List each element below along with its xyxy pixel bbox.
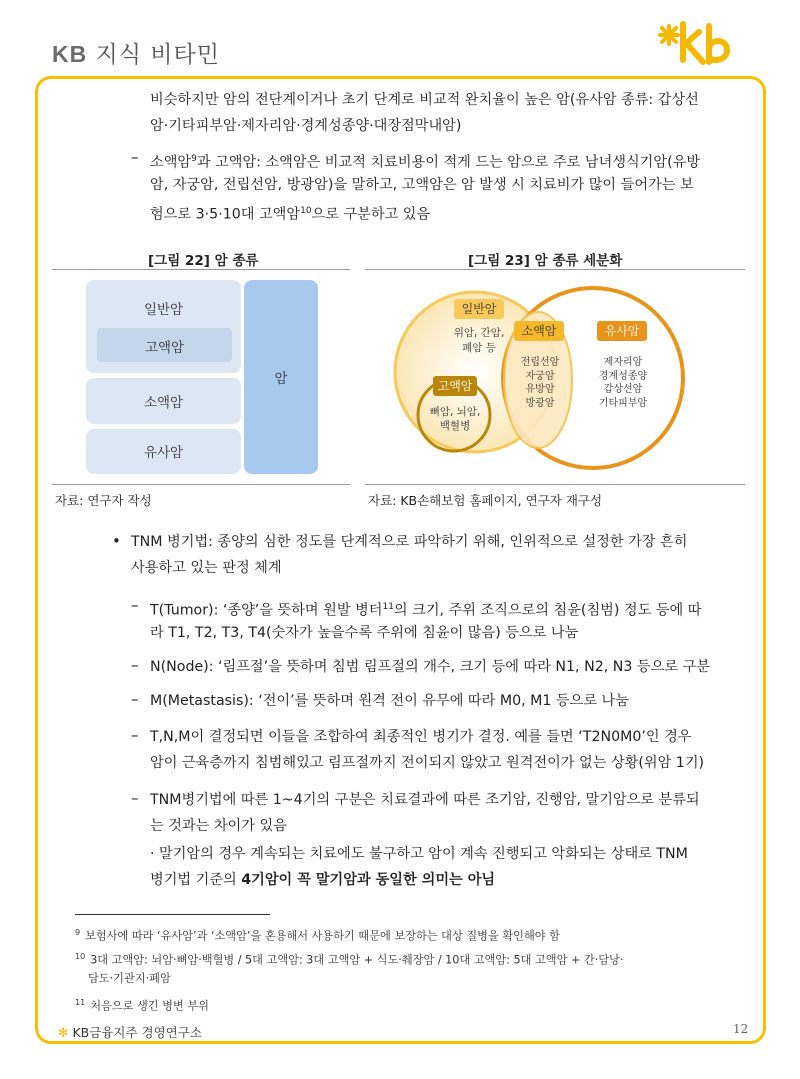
fig23-small-items [508,356,572,410]
item: 자궁암 [525,370,555,382]
text-span: T(Tumor): ‘종양’을 뜻하며 원발 병터 [150,602,383,619]
dash-bullet: – [131,789,139,807]
dash-bullet: – [131,726,139,744]
dash-bullet: – [131,690,139,708]
item: 갑상선암 [603,384,643,395]
fn-text: 처음으로 생긴 병변 부위 [90,999,209,1013]
item: 경계성종양 [598,370,648,382]
text-span: 과 고액암: 소액암은 비교적 치료비용이 적게 드는 암으로 주로 남녀생식기암(유방 [196,154,701,171]
fig22-cancer-label: 암 [274,371,288,387]
stage-line1: TNM병기법에 따른 1~4기의 구분은 치료결과에 따른 조기암, 진행암, 말기암으로 분류되 [150,792,700,808]
item: 전립선암 [520,357,560,368]
header-brand: KB [52,41,88,67]
item: 폐암 등 [462,342,496,354]
fig22-title: [그림 22] 암 종류 [148,253,259,269]
text-span: 의 크기, 주위 조직으로의 침윤(침범) 정도 등에 따 [393,602,702,619]
fn-text: 보험사에 따라 ‘유사암’과 ‘소액암’을 혼용해서 사용하기 때문에 보장하는 대상 질병을 확인해야 함 [85,929,560,943]
footnote-ref-10: 10 [300,206,312,216]
fig22-similar-label: 유사암 [143,445,184,461]
footnote-9 [75,922,560,948]
t-line2: 라 T1, T2, T3, T4(숫자가 높을수록 주위에 침윤이 많음) 등으로 나눔 [150,625,579,641]
dash-bullet: – [131,656,139,674]
note-line1: · 말기암의 경우 계속되는 치료에도 불구하고 암이 계속 진행되고 악화되는 상태로 TNM [150,846,688,862]
header-title [52,36,220,69]
fig22-small-label: 소액암 [143,395,184,411]
footer-org [58,1023,202,1041]
small-high-line3 [150,198,430,228]
fig23-general-label: 일반암 [461,302,497,316]
item: 백혈병 [439,420,471,432]
fig22-source: 자료: 연구자 작성 [55,493,152,508]
footnote-10-cont: 담도·기관지·폐암 [88,972,171,985]
fn-num: 11 [75,998,86,1007]
page-number: 12 [733,1022,749,1036]
item: 제자리암 [603,357,643,368]
fig22-high-label: 고액암 [144,340,185,356]
fig23-source: 자료: KB손해보험 홈페이지, 연구자 재구성 [368,493,603,508]
fn-num: 10 [75,952,86,961]
footnote-rule [75,914,270,915]
fn-num: 9 [75,928,81,937]
fig22-general-label: 일반암 [143,302,184,318]
note-line2 [150,867,495,893]
kb-star-small-icon: ✻ [58,1025,69,1040]
text-span: 병기법 기준의 [150,872,242,888]
item: 유방암 [525,384,555,395]
text-span: 험으로 3·5·10대 고액암 [150,206,301,223]
fig23-title: [그림 23] 암 종류 세분화 [468,253,623,269]
fn-text: 3대 고액암: 뇌암·뼈암·백혈병 / 5대 고액암: 3대 고액암 + 식도·췌장암 / 10대 고액암: 5대 고액암 + 간·담낭· [90,953,624,967]
footnote-ref-11: 11 [382,602,394,612]
fig23-small-label: 소액암 [521,324,557,338]
m-line: M(Metastasis): ‘전이’를 뜻하며 원격 전이 유무에 따라 M0, M1 등으로 나눔 [150,693,629,709]
footnote-ref-9: 9 [191,154,197,164]
small-high-line2: 암, 자궁암, 전립선암, 방광암)을 말하고, 고액암은 암 발생 시 치료비가 많이 들어가는 보 [150,177,694,193]
tnm-line2: 사용하고 있는 판정 체계 [131,560,282,576]
fig23-high-items [423,405,487,433]
item: 방광암 [525,397,555,409]
intro-line1: 비슷하지만 암의 전단계이거나 초기 단계로 비교적 완치율이 높은 암(유사암 종류: 갑상선 [150,92,699,108]
tnm-combo-line1: T,N,M이 결정되면 이들을 조합하여 최종적인 병기가 결정. 예를 들면 ‘T2N0M0’인 경우 [150,729,692,745]
stage-line2: 는 것과는 차이가 있음 [150,818,287,834]
intro-line2: 암·기타피부암·제자리암·경계성종양·대장점막내암) [150,118,462,134]
n-line: N(Node): ‘림프절’을 뜻하며 침범 림프절의 개수, 크기 등에 따라 N1, N2, N3 등으로 구분 [150,659,710,675]
fig23-similar-items [588,356,658,410]
header-title-text: 지식 비타민 [95,42,220,68]
fig22-bottom-rule [52,484,350,485]
item: 위암, 간암, [453,327,505,339]
item: 뼈암, 뇌암, [429,406,481,418]
dash-bullet: – [131,596,139,614]
text-span: 소액암 [150,154,192,171]
bullet-dot: • [112,532,121,550]
tnm-line1: TNM 병기법: 종양의 심한 정도를 단계적으로 파악하기 위해, 인위적으로 설정한 가장 흔히 [131,534,688,550]
kb-star-logo-icon [655,16,735,72]
text-span: 으로 구분하고 있음 [311,206,431,223]
fig22-top-rule [52,269,350,270]
emphasis-text: 4기암이 꼭 말기암과 동일한 의미는 아님 [241,872,496,888]
footnote-11 [75,992,209,1018]
dash-bullet: – [131,148,139,166]
fig23-top-rule [365,269,745,270]
fig23-general-items [445,326,513,356]
fig23-bottom-rule [365,484,745,485]
item: 기타피부암 [598,397,648,409]
tnm-combo-line2: 암이 근육층까지 침범해있고 림프절까지 전이되지 않았고 원격전이가 없는 상황(위암 1기) [150,755,705,771]
footer-org-text: KB금융지주 경영연구소 [72,1025,202,1040]
fig23-high-label: 고액암 [437,379,473,393]
fig23-similar-label: 유사암 [604,324,640,338]
